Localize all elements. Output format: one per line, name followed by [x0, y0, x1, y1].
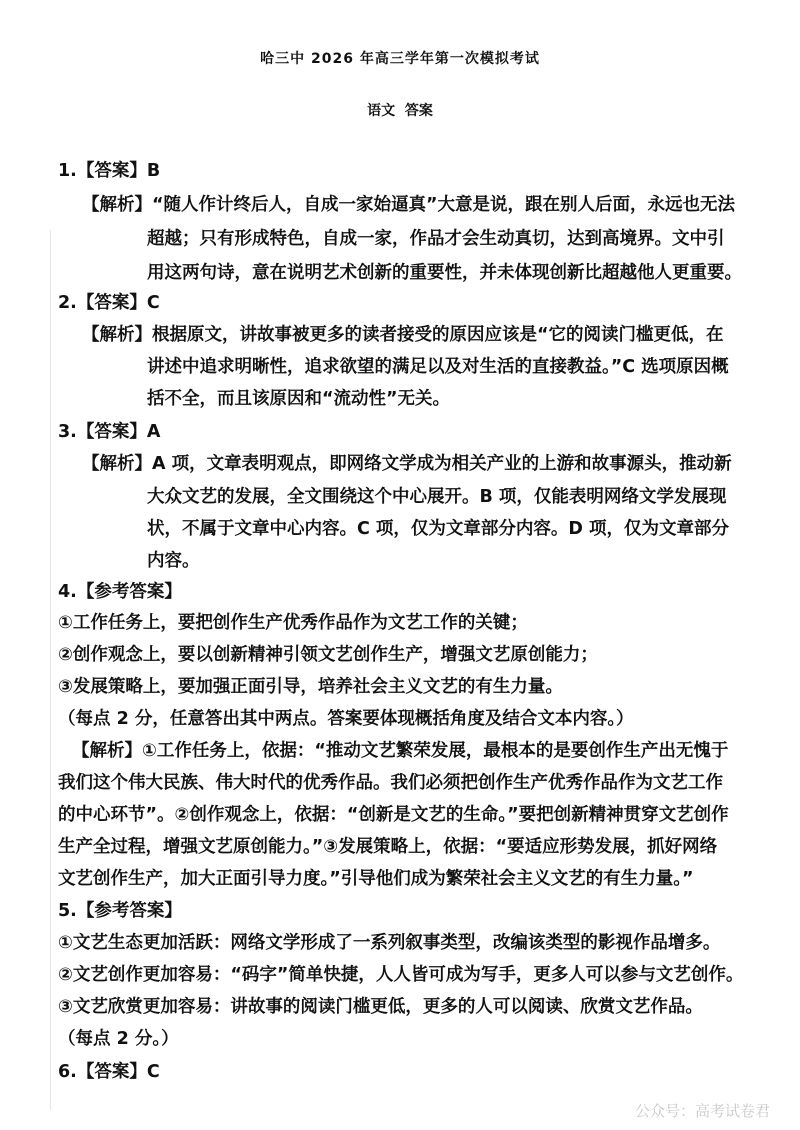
- exam-subtitle: 语文 答案: [367, 103, 433, 119]
- q2-analysis-line: 【解析】根据原文，讲故事被更多的读者接受的原因应该是“它的阅读门槛更低，在: [82, 325, 724, 345]
- margin-rule: [50, 230, 51, 1110]
- exam-title: 哈三中 2026 年高三学年第一次模拟考试: [260, 51, 540, 67]
- q5-point: ②文艺创作更加容易：“码字”简单快捷，人人皆可成为写手，更多人可以参与文艺创作。: [58, 965, 744, 985]
- q3-analysis-line: 内容。: [147, 551, 200, 571]
- watermark-text: 公众号：高考试卷君: [634, 1102, 770, 1120]
- q3-analysis-line: 大众文艺的发展，全文围绕这个中心展开。B 项，仅能表明网络文学发展现: [147, 487, 727, 507]
- q2-answer: 2.【答案】C: [58, 293, 160, 313]
- q2-analysis-line: 讲述中追求明晰性，追求欲望的满足以及对生活的直接教益。”C 选项原因概: [147, 357, 729, 377]
- q5-point: ③文艺欣赏更加容易：讲故事的阅读门槛更低，更多的人可以阅读、欣赏文艺作品。: [58, 997, 703, 1017]
- q4-answer: 4.【参考答案】: [58, 582, 182, 602]
- q4-analysis-line: 【解析】①工作任务上，依据：“推动文艺繁荣发展，最根本的是要创作生产出无愧于: [72, 741, 729, 761]
- q5-point: ①文艺生态更加活跃：网络文学形成了一系列叙事类型，改编该类型的影视作品增多。: [58, 933, 721, 953]
- q1-analysis-line: 用这两句诗，意在说明艺术创新的重要性，并未体现创新比超越他人更重要。: [147, 263, 742, 283]
- q4-point: ②创作观念上，要以创新精神引领文艺创作生产，增强文艺原创能力；: [58, 645, 598, 665]
- q5-scoring-note: （每点 2 分。）: [58, 1029, 179, 1049]
- q1-analysis-line: 【解析】“随人作计终后人，自成一家始逼真”大意是说，跟在别人后面，永远也无法: [82, 195, 736, 215]
- q4-analysis-line: 我们这个伟大民族、伟大时代的优秀作品。我们必须把创作生产优秀作品作为文艺工作: [58, 773, 723, 793]
- q3-analysis-line: 【解析】A 项，文章表明观点，即网络文学成为相关产业的上游和故事源头，推动新: [82, 454, 732, 474]
- q4-scoring-note: （每点 2 分，任意答出其中两点。答案要体现概括角度及结合文本内容。）: [58, 709, 634, 729]
- q1-analysis-line: 超越；只有形成特色，自成一家，作品才会生动真切，达到高境界。文中引: [147, 229, 725, 249]
- q3-answer: 3.【答案】A: [58, 422, 161, 442]
- q4-analysis-line: 的中心环节”。②创作观念上，依据：“创新是文艺的生命。”要把创新精神贯穿文艺创作: [58, 805, 729, 825]
- q1-answer: 1.【答案】B: [58, 161, 161, 181]
- q4-point: ①工作任务上，要把创作生产优秀作品作为文艺工作的关键；: [58, 613, 528, 633]
- q2-analysis-line: 括不全，而且该原因和“流动性”无关。: [147, 389, 451, 409]
- q3-analysis-line: 状，不属于文章中心内容。C 项，仅为文章部分内容。D 项，仅为文章部分: [147, 519, 730, 539]
- q4-analysis-line: 文艺创作生产，加大正面引导力度。”引导他们成为繁荣社会主义文艺的有生力量。”: [58, 869, 694, 889]
- q4-point: ③发展策略上，要加强正面引导，培养社会主义文艺的有生力量。: [58, 677, 563, 697]
- q6-answer: 6.【答案】C: [58, 1062, 160, 1082]
- q5-answer: 5.【参考答案】: [58, 901, 182, 921]
- q4-analysis-line: 生产全过程，增强文艺原创能力。”③发展策略上，依据：“要适应形势发展，抓好网络: [58, 837, 718, 857]
